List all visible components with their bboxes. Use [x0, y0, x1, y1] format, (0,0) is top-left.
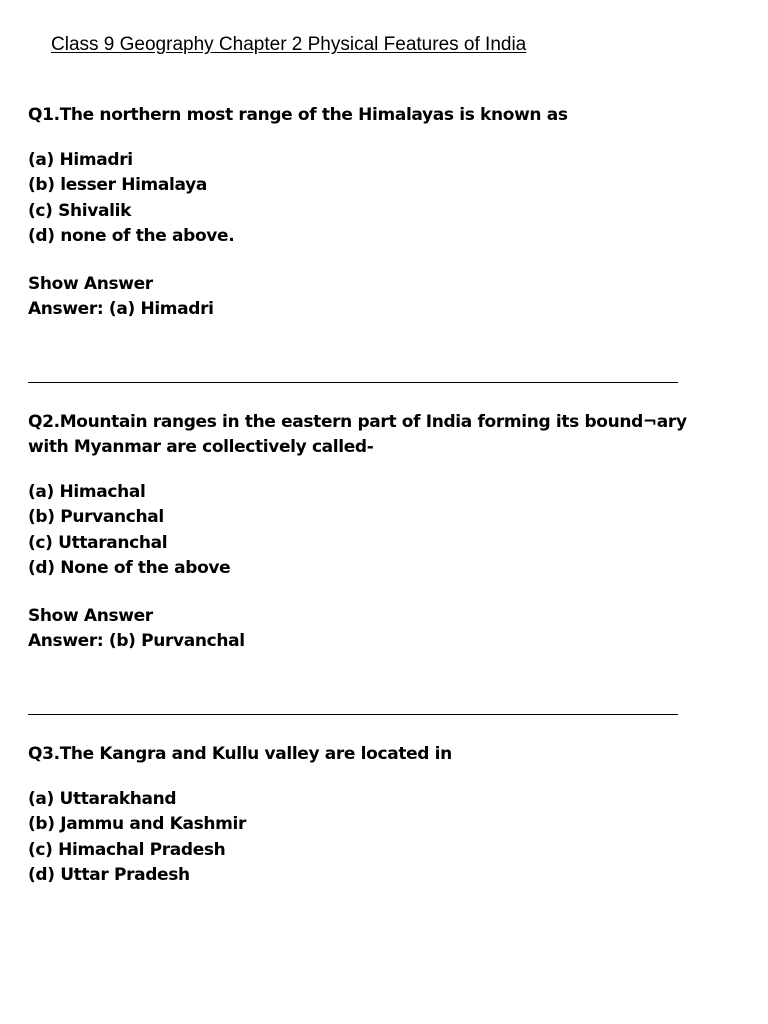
question-2 — [28, 410, 688, 654]
question-text: Q2.Mountain ranges in the eastern part of India forming its bound¬ary with Myanmar are collectively called- — [28, 412, 687, 457]
option-list — [28, 787, 688, 888]
option-a[interactable]: (a) Uttarakhand — [28, 789, 177, 809]
show-answer-button[interactable]: Show Answer — [28, 606, 153, 627]
answer-text: Answer: (a) Himadri — [28, 299, 214, 320]
question-text: Q1.The northern most range of the Himalayas is known as — [28, 105, 568, 125]
document-title: Class 9 Geography Chapter 2 Physical Features of India — [51, 34, 527, 55]
option-d[interactable]: (d) None of the above — [28, 557, 231, 578]
question-3 — [28, 742, 688, 888]
option-b[interactable]: (b) Purvanchal — [28, 507, 164, 528]
option-d[interactable]: (d) none of the above. — [28, 225, 235, 246]
option-list — [28, 480, 688, 581]
option-b[interactable]: (b) lesser Himalaya — [28, 175, 207, 196]
question-1 — [28, 103, 688, 322]
option-d[interactable]: (d) Uttar Pradesh — [28, 864, 190, 885]
option-c[interactable]: (c) Himachal Pradesh — [28, 839, 226, 860]
option-b[interactable]: (b) Jammu and Kashmir — [28, 814, 246, 835]
question-text: Q3.The Kangra and Kullu valley are located in — [28, 744, 452, 764]
option-c[interactable]: (c) Shivalik — [28, 200, 132, 221]
option-a[interactable]: (a) Himachal — [28, 482, 146, 502]
show-answer-button[interactable]: Show Answer — [28, 274, 153, 295]
answer-text: Answer: (b) Purvanchal — [28, 631, 245, 652]
option-list — [28, 148, 688, 249]
question-divider — [28, 714, 678, 715]
option-a[interactable]: (a) Himadri — [28, 150, 133, 170]
option-c[interactable]: (c) Uttaranchal — [28, 532, 168, 553]
question-divider — [28, 382, 678, 383]
